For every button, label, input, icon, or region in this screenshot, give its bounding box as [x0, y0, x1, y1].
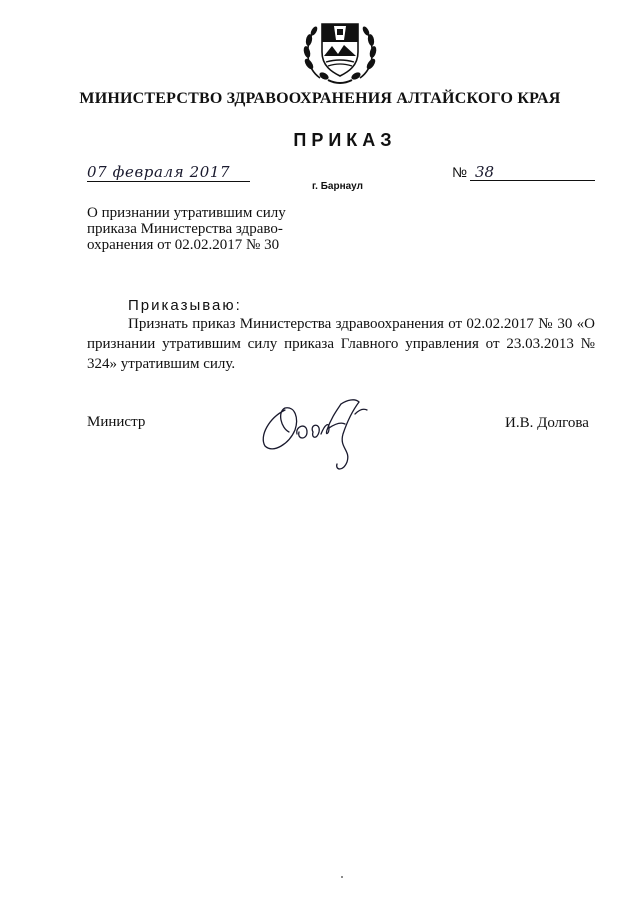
date-field: 07 февраля 2017 — [87, 163, 250, 182]
body-paragraph: Признать приказ Министерства здравоохранения от 02.02.2017 № 30 «О признании утратившим силу приказа Главного управления от 23.03.2013 № 324» утратившим силу. — [87, 316, 595, 372]
document-subject: О признании утратившим силу приказа Министерства здраво-охранения от 02.02.2017 № 30 — [87, 205, 286, 253]
scan-speck — [341, 876, 343, 878]
number-field: 38 — [470, 163, 595, 181]
coat-of-arms-icon — [300, 12, 380, 86]
handwritten-signature-icon — [255, 388, 385, 488]
decree-word: Приказываю: — [128, 297, 242, 314]
ministry-title: МИНИСТЕРСТВО ЗДРАВООХРАНЕНИЯ АЛТАЙСКОГО КРАЯ — [79, 90, 561, 107]
city-label: г. Барнаул — [312, 181, 363, 192]
signatory-role: Министр — [87, 414, 146, 430]
number-label: № — [452, 164, 468, 180]
document-type: ПРИКАЗ — [293, 130, 397, 150]
signatory-name: И.В. Долгова — [505, 415, 589, 431]
